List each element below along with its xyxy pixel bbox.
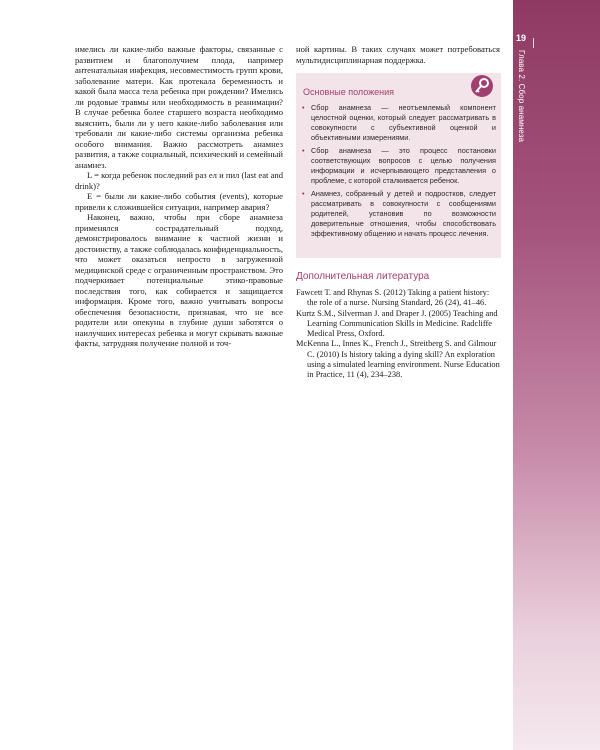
- key-point-text: Сбор анамнеза — неотъемлемый компонент целостной оценки, который следует рассматривать в совокупности с субъективной оценкой и объективными измерениями.: [311, 103, 496, 142]
- further-reading-list: [296, 288, 501, 381]
- key-icon: [471, 75, 493, 97]
- key-point-text: Анамнез, собранный у детей и подростков, следует рассматривать в совокупности с сообщениями родителей, установив по возможности доверительные отношения, чтобы способствовать эффективному общению и начать процесс лечения.: [311, 189, 496, 238]
- bullet-icon: •: [302, 103, 305, 112]
- key-point-text: Сбор анамнеза — это процесс постановки соответствующих вопросов с целью получения информации и исчерпывающего представления о проблеме, с которой сталкивается ребенок.: [311, 146, 496, 185]
- key-points-title: Основные положения: [303, 87, 395, 97]
- key-points-list: [302, 103, 496, 242]
- page-number: 19: [516, 33, 527, 43]
- paragraph-continuation: ной картины. В таких случаях может потребоваться мультидисциплинарная поддержка.: [296, 44, 500, 65]
- page-number-rule: [533, 38, 534, 48]
- paragraph-history: имелись ли какие-либо важные факторы, связанные с развитием и благополучием плода, например антенатальная инфекция, несовместимость групп крови, заболевание матери. Как протекала беременность и какой была масса тела ребенка при рождении? Имелись ли родовые травмы или необходимость в реанимации? В случае ребенка более старшего возраста необходимо выяснить, были ли у него какие-либо заболевания или требовали ли какие-либо системы организма ребенка особого внимания. Важно рассмотреть анамнез развития, а также социальный, психический и семейный анамнез.: [75, 44, 283, 170]
- paragraph-last-eat: L = когда ребенок последний раз ел и пил (last eat and drink)?: [75, 170, 283, 191]
- reference-item: McKenna L., Innes K., French J., Streitberg S. and Gilmour C. (2010) Is history taking a dying skill? An exploration using a simulated learning environment. Nurse Education in Practice, 11 (4), 234–238.: [296, 339, 500, 380]
- key-points-box: [296, 73, 501, 258]
- left-text-column: [75, 44, 283, 349]
- reference-item: Fawcett T. and Rhynas S. (2012) Taking a patient history: the role of a nurse. Nursing Standard, 26 (24), 41–46.: [296, 288, 490, 308]
- paragraph-conclusion: Наконец, важно, чтобы при сборе анамнеза применялся сострадательный подход, демонстрировалось внимание к частной жизни и достоинству, а также соблюдалась конфиденциальность, что может оказаться непросто в загруженной медицинской среде с ограниченным пространством. Это подчеркивает потенциальные этико-правовые последствия того, как собирается и защищается информация. Кроме того, важно учитывать вопросы обеспечения безопасности, признавая, что не все родители или опекуны в глубине души заботятся о наилучших интересах ребенка и могут скрывать важные факты, затрудняя получение полной и точ-: [75, 212, 283, 348]
- paragraph-events: E = были ли какие-либо события (events), которые привели к сложившейся ситуации, например авария?: [75, 191, 283, 212]
- bullet-icon: •: [302, 189, 305, 198]
- list-item: [302, 146, 496, 186]
- list-item: [302, 189, 496, 239]
- right-text-column: [296, 44, 500, 65]
- chapter-label: Глава 2. Сбор анамнеза: [517, 50, 526, 143]
- reference-item: Kurtz S.M., Silverman J. and Draper J. (2005) Teaching and Learning Communication Skills in Medicine. Radcliffe Medical Press, Oxford.: [296, 308, 498, 339]
- chapter-side-band: [513, 0, 600, 750]
- list-item: [302, 103, 496, 143]
- further-reading-title: Дополнительная литература: [296, 271, 430, 282]
- bullet-icon: •: [302, 146, 305, 155]
